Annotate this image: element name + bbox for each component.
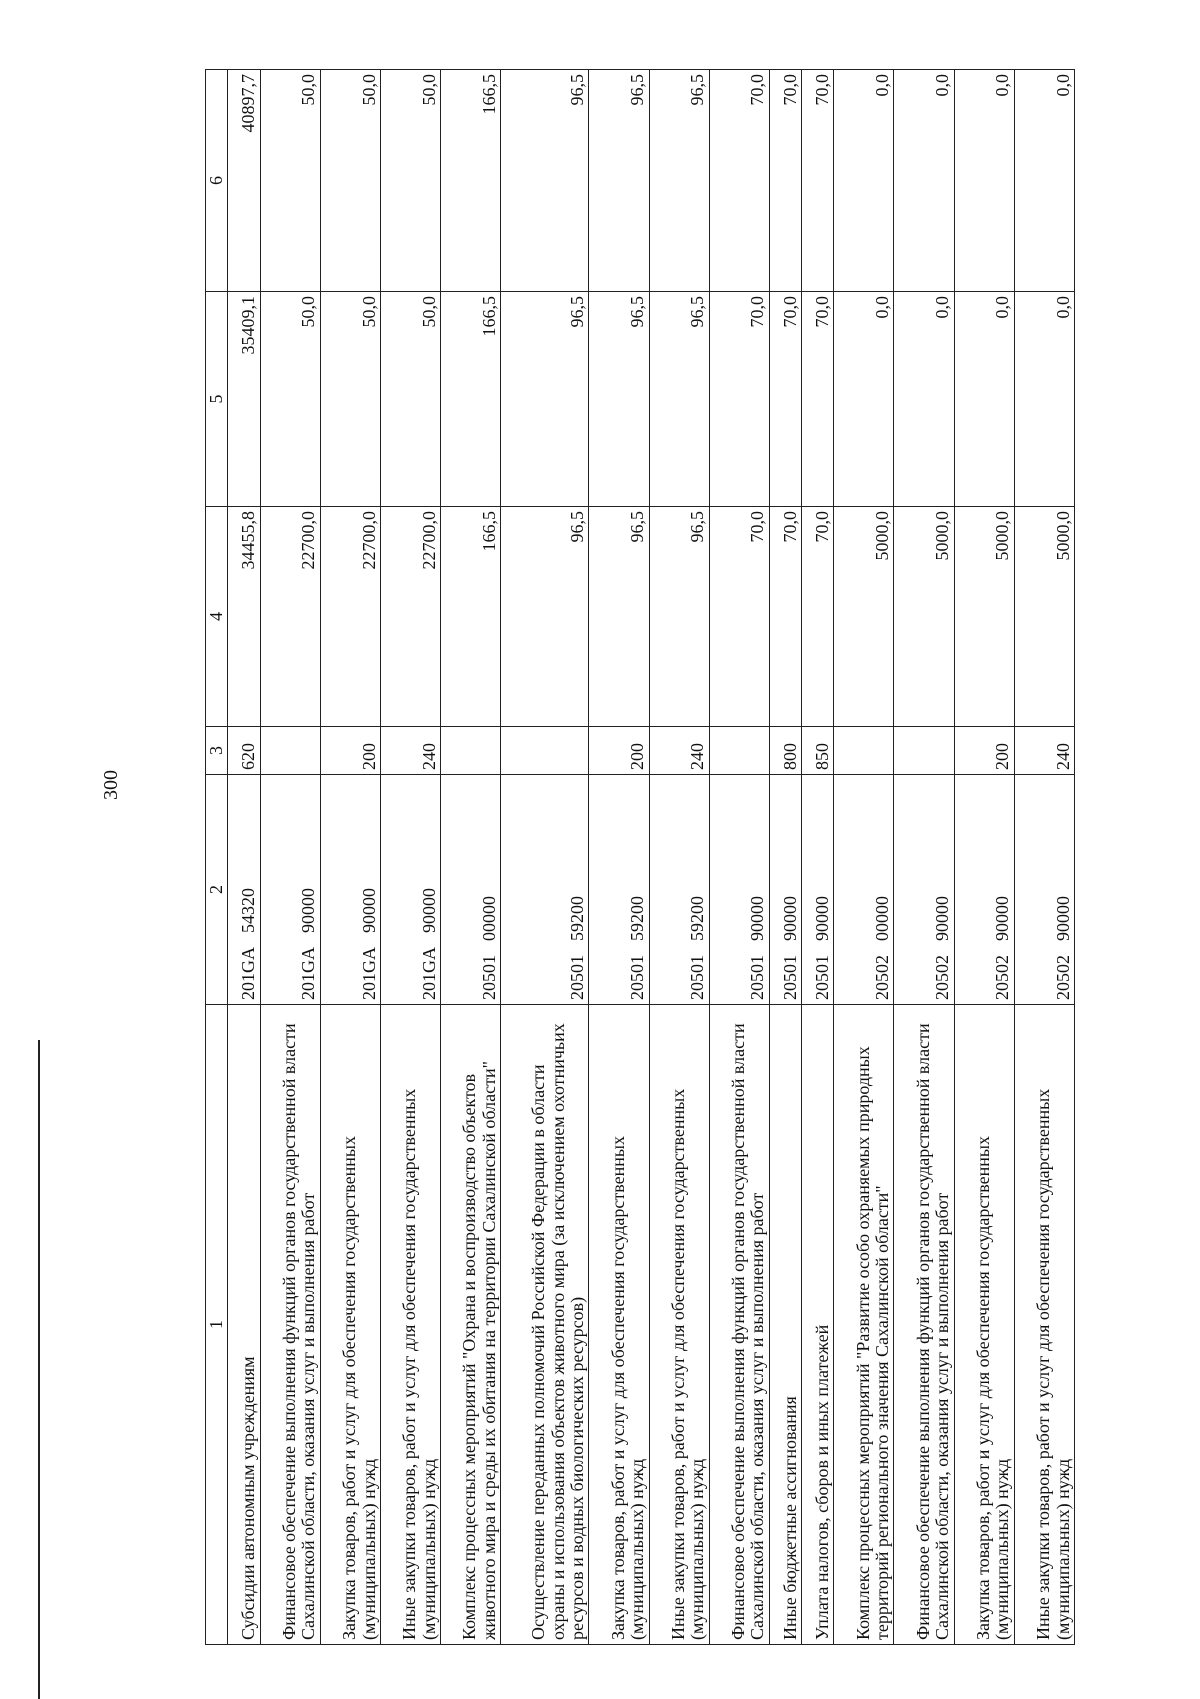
code-direction: 90000 [358, 888, 379, 933]
column-header: 6 [206, 70, 228, 292]
row-value-5: 35409,1 [228, 292, 260, 507]
row-name: Иные закупки товаров, работ и услуг для обеспечения государственных (муниципальных) нужд [649, 1005, 709, 1645]
row-value-4: 22700,0 [260, 507, 320, 727]
code-direction: 90000 [932, 896, 953, 941]
table-row [501, 70, 589, 1645]
table-row [649, 70, 709, 1645]
code-direction: 90000 [779, 896, 800, 941]
code-direction: 90000 [811, 896, 832, 941]
row-value-6: 50,0 [260, 70, 320, 292]
row-code [589, 775, 649, 1005]
row-code [1014, 775, 1074, 1005]
row-name: Иные закупки товаров, работ и услуг для обеспечения государственных (муниципальных) нужд [1014, 1005, 1074, 1645]
table-row [380, 70, 440, 1645]
row-code [834, 775, 894, 1005]
row-value-6: 0,0 [954, 70, 1014, 292]
row-value-4: 96,5 [501, 507, 589, 727]
row-code [954, 775, 1014, 1005]
code-program: 20501 [687, 955, 708, 1000]
row-expense-kind: 200 [320, 727, 380, 775]
row-value-5: 0,0 [834, 292, 894, 507]
row-value-6: 50,0 [380, 70, 440, 292]
row-value-5: 96,5 [589, 292, 649, 507]
row-value-6: 50,0 [320, 70, 380, 292]
row-expense-kind [834, 727, 894, 775]
code-direction: 90000 [1052, 896, 1073, 941]
column-header: 4 [206, 507, 228, 727]
row-code [894, 775, 954, 1005]
row-expense-kind: 200 [954, 727, 1014, 775]
row-value-4: 22700,0 [380, 507, 440, 727]
column-header: 1 [206, 1005, 228, 1645]
row-value-5: 166,5 [441, 292, 501, 507]
row-value-6: 96,5 [589, 70, 649, 292]
row-value-4: 166,5 [441, 507, 501, 727]
row-expense-kind: 850 [802, 727, 834, 775]
rotated-table-container [205, 70, 1075, 1645]
row-value-4: 5000,0 [1014, 507, 1074, 727]
row-value-6: 70,0 [802, 70, 834, 292]
table-row [834, 70, 894, 1645]
row-value-5: 50,0 [380, 292, 440, 507]
row-name: Финансовое обеспечение выполнения функций органов государственной власти Сахалинской области, оказания услуг и выполнения работ [260, 1005, 320, 1645]
row-value-5: 96,5 [649, 292, 709, 507]
header-row [206, 70, 228, 1645]
row-expense-kind [441, 727, 501, 775]
code-program: 20501 [747, 955, 768, 1000]
row-value-5: 96,5 [501, 292, 589, 507]
row-value-4: 5000,0 [894, 507, 954, 727]
row-code [769, 775, 801, 1005]
row-value-5: 70,0 [709, 292, 769, 507]
code-direction: 59200 [687, 896, 708, 941]
code-direction: 54320 [238, 888, 259, 933]
row-code [709, 775, 769, 1005]
table-row [802, 70, 834, 1645]
row-value-6: 40897,7 [228, 70, 260, 292]
row-name: Комплекс процессных мероприятий "Развитие особо охраняемых природных территорий регионального значения Сахалинской области" [834, 1005, 894, 1645]
row-expense-kind [894, 727, 954, 775]
row-value-6: 96,5 [649, 70, 709, 292]
column-header: 5 [206, 292, 228, 507]
column-header: 2 [206, 775, 228, 1005]
code-program: 201GA [418, 947, 439, 1000]
table-body [228, 70, 1075, 1645]
row-code [320, 775, 380, 1005]
code-program: 20502 [992, 955, 1013, 1000]
code-program: 20501 [779, 955, 800, 1000]
table-row [769, 70, 801, 1645]
row-value-6: 166,5 [441, 70, 501, 292]
code-direction: 00000 [872, 896, 893, 941]
row-code [380, 775, 440, 1005]
row-value-5: 0,0 [894, 292, 954, 507]
table-row [320, 70, 380, 1645]
code-program: 20501 [627, 955, 648, 1000]
code-program: 201GA [238, 947, 259, 1000]
row-name: Иные закупки товаров, работ и услуг для обеспечения государственных (муниципальных) нужд [380, 1005, 440, 1645]
row-name: Закупка товаров, работ и услуг для обеспечения государственных (муниципальных) нужд [954, 1005, 1014, 1645]
code-program: 201GA [358, 947, 379, 1000]
code-direction: 90000 [298, 888, 319, 933]
table-row [441, 70, 501, 1645]
code-program: 201GA [298, 947, 319, 1000]
table-row [1014, 70, 1074, 1645]
table-row [954, 70, 1014, 1645]
budget-table [205, 69, 1075, 1645]
table-row [260, 70, 320, 1645]
code-direction: 00000 [478, 896, 499, 941]
row-expense-kind: 200 [589, 727, 649, 775]
binding-rule [38, 1040, 40, 1699]
row-value-5: 50,0 [320, 292, 380, 507]
row-code [228, 775, 260, 1005]
row-value-4: 96,5 [589, 507, 649, 727]
row-code [649, 775, 709, 1005]
code-direction: 59200 [566, 896, 587, 941]
table-row [894, 70, 954, 1645]
row-name: Осуществление переданных полномочий Российской Федерации в области охраны и использования объектов животного мира (за исключением охотничьих ресурсов и водных биологических ресурсов) [501, 1005, 589, 1645]
row-expense-kind [260, 727, 320, 775]
row-name: Закупка товаров, работ и услуг для обеспечения государственных (муниципальных) нужд [589, 1005, 649, 1645]
row-value-6: 70,0 [709, 70, 769, 292]
row-name: Комплекс процессных мероприятий "Охрана и воспроизводство объектов животного мира и среды их обитания на территории Сахалинской области" [441, 1005, 501, 1645]
row-code [501, 775, 589, 1005]
row-code [260, 775, 320, 1005]
row-expense-kind [709, 727, 769, 775]
row-expense-kind: 240 [1014, 727, 1074, 775]
row-name: Уплата налогов, сборов и иных платежей [802, 1005, 834, 1645]
row-value-6: 0,0 [1014, 70, 1074, 292]
code-direction: 90000 [418, 888, 439, 933]
code-direction: 90000 [992, 896, 1013, 941]
table-row [709, 70, 769, 1645]
row-expense-kind: 620 [228, 727, 260, 775]
row-value-4: 5000,0 [834, 507, 894, 727]
code-program: 20502 [932, 955, 953, 1000]
row-value-5: 70,0 [802, 292, 834, 507]
column-header: 3 [206, 727, 228, 775]
row-value-4: 70,0 [802, 507, 834, 727]
row-value-6: 96,5 [501, 70, 589, 292]
row-value-5: 0,0 [1014, 292, 1074, 507]
code-program: 20502 [1052, 955, 1073, 1000]
row-value-5: 70,0 [769, 292, 801, 507]
row-value-4: 96,5 [649, 507, 709, 727]
row-name: Закупка товаров, работ и услуг для обеспечения государственных (муниципальных) нужд [320, 1005, 380, 1645]
code-program: 20501 [811, 955, 832, 1000]
code-program: 20501 [566, 955, 587, 1000]
row-value-6: 0,0 [894, 70, 954, 292]
row-code [441, 775, 501, 1005]
code-program: 20502 [872, 955, 893, 1000]
row-value-5: 0,0 [954, 292, 1014, 507]
row-value-4: 70,0 [769, 507, 801, 727]
page-number: 300 [100, 770, 122, 800]
code-direction: 90000 [747, 896, 768, 941]
row-name: Финансовое обеспечение выполнения функций органов государственной власти Сахалинской области, оказания услуг и выполнения работ [894, 1005, 954, 1645]
code-program: 20501 [478, 955, 499, 1000]
code-direction: 59200 [627, 896, 648, 941]
row-value-5: 50,0 [260, 292, 320, 507]
row-name: Субсидии автономным учреждениям [228, 1005, 260, 1645]
row-expense-kind [501, 727, 589, 775]
row-expense-kind: 240 [649, 727, 709, 775]
row-expense-kind: 240 [380, 727, 440, 775]
row-code [802, 775, 834, 1005]
row-expense-kind: 800 [769, 727, 801, 775]
row-value-4: 34455,8 [228, 507, 260, 727]
row-name: Иные бюджетные ассигнования [769, 1005, 801, 1645]
table-row [228, 70, 260, 1645]
row-value-6: 0,0 [834, 70, 894, 292]
row-value-4: 22700,0 [320, 507, 380, 727]
row-value-6: 70,0 [769, 70, 801, 292]
row-value-4: 5000,0 [954, 507, 1014, 727]
row-value-4: 70,0 [709, 507, 769, 727]
table-row [589, 70, 649, 1645]
row-name: Финансовое обеспечение выполнения функций органов государственной власти Сахалинской области, оказания услуг и выполнения работ [709, 1005, 769, 1645]
